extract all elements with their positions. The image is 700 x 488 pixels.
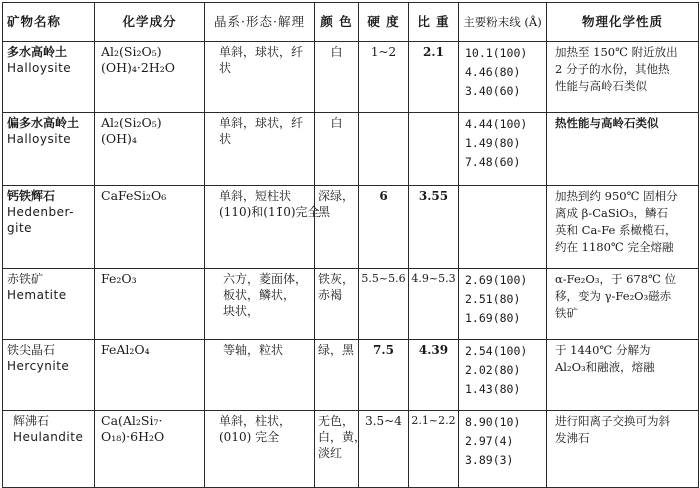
color-line: 淡红 <box>318 446 343 460</box>
property-line: 热性能与高岭石类似 <box>555 116 659 130</box>
powder-line: 8.90(10) <box>465 415 521 429</box>
color-cell: 绿，黑 <box>315 340 359 411</box>
mineral-name-cn: 铁尖晶石 <box>7 343 56 357</box>
color-cell: 白 <box>315 42 359 113</box>
formula-cell <box>95 340 205 411</box>
powder-line: 3.89(3) <box>465 453 514 467</box>
crystal-cell <box>205 113 315 186</box>
crystal-line: 板状，鳞状， <box>223 288 296 302</box>
formula-cell <box>95 113 205 186</box>
color-cell <box>315 411 367 488</box>
mineral-name-cn: 偏多水高岭土 <box>7 116 80 130</box>
powder-line: 10.1(100) <box>465 46 528 60</box>
powder-line: 2.54(100) <box>465 344 528 358</box>
property-line: 性能与高岭石类似 <box>555 79 647 93</box>
property-line: 2 分子的水份，其他热 <box>555 62 670 76</box>
gravity-cell: 4.9~5.3 <box>409 269 459 340</box>
properties-cell <box>547 113 699 186</box>
powder-lines-cell <box>459 186 547 269</box>
gravity-cell <box>409 113 459 186</box>
powder-line: 4.44(100) <box>465 117 528 131</box>
property-line: 离成 β-CaSiO₃，鳞石 <box>555 206 668 220</box>
crystal-line: 单斜，球状，纤 <box>219 45 304 59</box>
properties-cell <box>547 42 699 113</box>
formula-line: Al₂(Si₂O₅) <box>101 115 162 130</box>
properties-cell <box>547 186 699 269</box>
mineral-name-en: Hedenber- <box>7 205 75 219</box>
property-line: 移，变为 γ-Fe₂O₃磁赤 <box>555 289 672 303</box>
formula-line: Ca(Al₂Si₇· <box>101 413 163 428</box>
property-line: 发沸石 <box>555 431 590 445</box>
powder-lines-cell <box>459 42 547 113</box>
powder-line: 2.69(100) <box>465 273 528 287</box>
table-row <box>3 340 699 411</box>
powder-line: 1.69(80) <box>465 311 521 325</box>
formula-cell <box>95 42 205 113</box>
header-hardness: 硬 度 <box>359 3 409 42</box>
header-props: 物理化学性质 <box>547 3 699 42</box>
header-name: 矿物名称 <box>3 3 95 42</box>
property-line: 加热至 150℃ 附近放出 <box>555 45 678 59</box>
powder-lines-cell <box>459 340 547 411</box>
crystal-line: 块状， <box>223 304 260 318</box>
color-cell: 白 <box>315 113 359 186</box>
mineral-name-cn: 辉沸石 <box>13 414 50 428</box>
crystal-line: 单斜，球状，纤 <box>219 116 304 130</box>
formula-line: O₁₈)·6H₂O <box>101 429 165 444</box>
mineral-name-en: Hercynite <box>7 359 70 373</box>
header-formula: 化学成分 <box>95 3 205 42</box>
mineral-name-en: Halloysite <box>7 61 72 75</box>
header-gravity: 比 重 <box>409 3 459 42</box>
powder-line: 3.40(60) <box>465 84 521 98</box>
hardness-cell: 7.5 <box>359 340 409 411</box>
mineral-name-cell <box>3 411 95 488</box>
property-line: Al₂O₃和融液，熔融 <box>555 360 655 374</box>
powder-line: 2.97(4) <box>465 434 514 448</box>
powder-line: 7.48(60) <box>465 155 521 169</box>
crystal-line: 等轴，粒状 <box>223 343 284 357</box>
crystal-line: 状 <box>219 132 232 146</box>
powder-line: 2.51(80) <box>465 292 521 306</box>
mineral-name-cell <box>3 186 95 269</box>
crystal-line: (110)和(11̄0)完全 <box>219 205 320 219</box>
property-line: 约在 1180℃ 完全熔融 <box>555 240 674 254</box>
color-line: 白，黄， <box>318 430 367 444</box>
table-row <box>3 411 699 488</box>
formula-line: (OH)₄ <box>101 131 137 146</box>
color-line: 深绿， <box>318 189 355 203</box>
properties-cell <box>547 411 699 488</box>
powder-lines-cell <box>459 113 547 186</box>
mineral-name-cell <box>3 42 95 113</box>
color-cell <box>315 186 359 269</box>
property-line: α-Fe₂O₃，于 678℃ 位 <box>555 272 677 286</box>
properties-cell <box>547 340 699 411</box>
header-color: 颜 色 <box>315 3 359 42</box>
formula-line: Fe₂O₃ <box>101 271 137 286</box>
formula-line: (OH)₄·2H₂O <box>101 60 175 75</box>
crystal-cell <box>205 42 315 113</box>
mineral-name-cn: 钙铁辉石 <box>7 189 56 203</box>
powder-line: 1.43(80) <box>465 382 521 396</box>
property-line: 铁矿 <box>555 306 578 320</box>
mineral-name-cell <box>3 269 95 340</box>
hardness-cell: 3.5~4 <box>359 411 409 488</box>
mineral-name-en: Halloysite <box>7 132 72 146</box>
gravity-cell: 2.1 <box>409 42 459 113</box>
property-line: 加热到约 950℃ 固相分 <box>555 189 678 203</box>
powder-lines-cell <box>459 269 547 340</box>
crystal-cell <box>205 340 315 411</box>
table-row <box>3 42 699 113</box>
color-line: 铁灰， <box>318 272 355 286</box>
color-line: 黑 <box>318 205 331 219</box>
header-row <box>3 3 699 42</box>
formula-cell <box>95 411 205 488</box>
formula-cell <box>95 186 205 269</box>
gravity-cell: 4.39 <box>409 340 459 411</box>
crystal-line: 六方，菱面体， <box>223 272 308 286</box>
gravity-cell: 2.1~2.2 <box>409 411 459 488</box>
mineral-name-en: Hematite <box>7 288 67 302</box>
crystal-cell <box>205 269 315 340</box>
formula-cell <box>95 269 205 340</box>
powder-line: 2.02(80) <box>465 363 521 377</box>
mineral-name-cn: 多水高岭土 <box>7 45 68 59</box>
crystal-line: 状 <box>219 61 232 75</box>
formula-line: CaFeSi₂O₆ <box>101 188 167 203</box>
header-crystal: 晶系·形态·解理 <box>205 3 315 42</box>
crystal-line: (010) 完全 <box>219 430 280 444</box>
property-line: 英和 Ca-Fe 系橄榄石， <box>555 223 677 237</box>
color-cell <box>315 269 359 340</box>
property-line: 于 1440℃ 分解为 <box>555 343 651 357</box>
gravity-cell: 3.55 <box>409 186 459 269</box>
mineral-name-cn: 赤铁矿 <box>7 272 44 286</box>
header-lines: 主要粉末线 (Å) <box>459 3 547 42</box>
properties-cell <box>547 269 699 340</box>
mineral-name-cell <box>3 340 95 411</box>
powder-line: 4.46(80) <box>465 65 521 79</box>
table-row <box>3 269 699 340</box>
table-row <box>3 113 699 186</box>
table-row <box>3 186 699 269</box>
crystal-line: 单斜，短柱状 <box>219 189 292 203</box>
powder-line: 1.49(80) <box>465 136 521 150</box>
crystal-cell <box>205 411 315 488</box>
mineral-name-en-cont: gite <box>7 221 33 235</box>
formula-line: FeAl₂O₄ <box>101 342 150 357</box>
mineral-properties-table <box>2 2 699 488</box>
mineral-name-en: Heulandite <box>13 430 84 444</box>
property-line: 进行阳离子交换可为斜 <box>555 414 670 428</box>
formula-line: Al₂(Si₂O₅) <box>101 44 162 59</box>
crystal-line: 单斜，柱状， <box>219 414 292 428</box>
hardness-cell: 1~2 <box>359 42 409 113</box>
crystal-cell <box>205 186 320 269</box>
color-line: 无色， <box>318 414 355 428</box>
color-line: 赤褐 <box>318 288 343 302</box>
hardness-cell: 6 <box>359 186 409 269</box>
hardness-cell <box>359 113 409 186</box>
powder-lines-cell <box>459 411 547 488</box>
mineral-name-cell <box>3 113 95 186</box>
hardness-cell: 5.5~5.6 <box>359 269 409 340</box>
